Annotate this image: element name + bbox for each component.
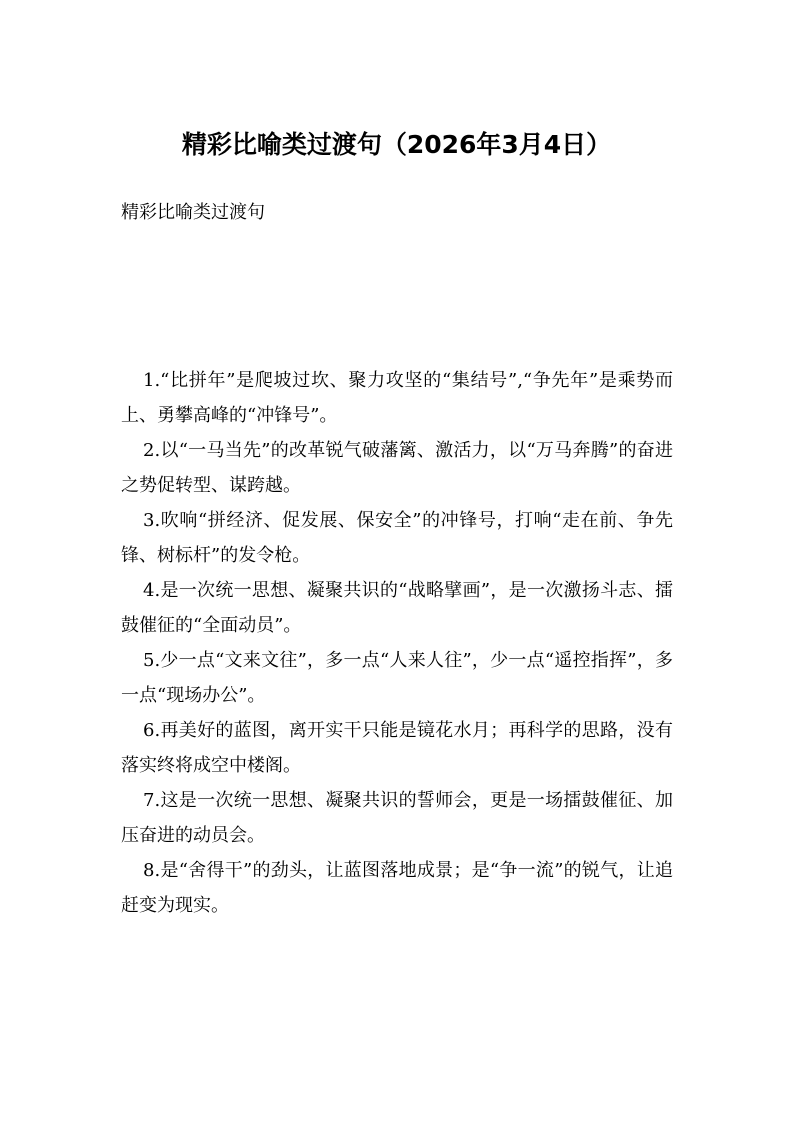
paragraph: 4.是一次统一思想、凝聚共识的“战略擘画”，是一次激扬斗志、擂鼓催征的“全面动员”。 (121, 580, 673, 636)
paragraph: 8.是“舍得干”的劲头，让蓝图落地成景；是“争一流”的锐气，让追赶变为现实。 (121, 860, 673, 916)
paragraph: 6.再美好的蓝图，离开实干只能是镜花水月；再科学的思路，没有落实终将成空中楼阁。 (121, 720, 673, 776)
paragraph: 7.这是一次统一思想、凝聚共识的誓师会，更是一场擂鼓催征、加压奋进的动员会。 (121, 790, 673, 846)
document-subtitle: 精彩比喻类过渡句 (121, 202, 265, 223)
paragraph: 1.“比拼年”是爬坡过坎、聚力攻坚的“集结号”,“争先年”是乘势而上、勇攀高峰的“冲锋号”。 (121, 370, 673, 426)
paragraph: 2.以“一马当先”的改革锐气破藩篱、激活力，以“万马奔腾”的奋进之势促转型、谋跨越。 (121, 440, 673, 496)
paragraph: 3.吹响“拼经济、促发展、保安全”的冲锋号，打响“走在前、争先锋、树标杆”的发令枪。 (121, 510, 673, 566)
paragraph: 5.少一点“文来文往”，多一点“人来人往”，少一点“遥控指挥”，多一点“现场办公”。 (121, 650, 673, 706)
paragraph-list (121, 363, 673, 923)
document-title: 精彩比喻类过渡句（2026年3月4日） (181, 130, 612, 159)
